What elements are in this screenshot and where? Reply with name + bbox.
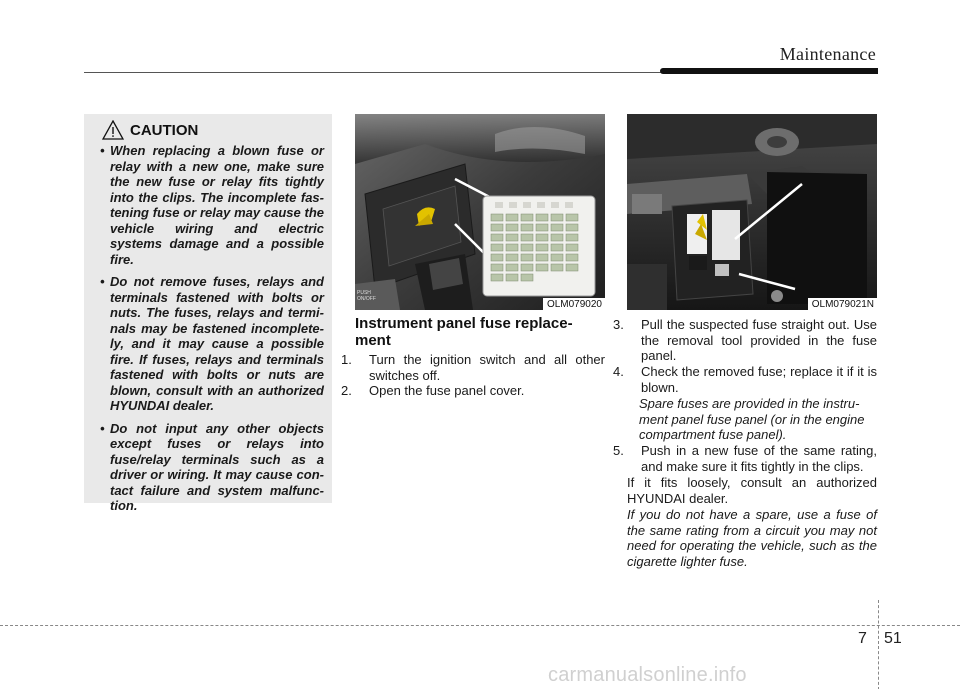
step-text: Push in a new fuse of the same rating, and make sure it fits tightly in the clips. [641, 443, 877, 474]
spare-alternative-note: If you do not have a spare, use a fuse of the same rating from a circuit you may not need for operating the vehicle, such as the cigarette lighter fuse. [627, 507, 877, 569]
step-1 [341, 352, 605, 383]
fuse-panel-illustration [355, 114, 605, 310]
step-5 [613, 443, 877, 474]
footer-divider [878, 600, 879, 689]
figure-code: OLM079021N [808, 298, 877, 310]
step-2 [341, 383, 605, 399]
watermark: carmanualsonline.info [548, 664, 747, 686]
step-number: 4. [613, 364, 624, 379]
page-number: 51 [884, 630, 902, 647]
step-number: 3. [613, 317, 624, 332]
step-number: 2. [341, 383, 352, 398]
caution-item-text: Do not remove fuses, relays and terminals fastened with bolts or nuts. The fuses, relays and termi- nals may be fastened incomplete- ly, and it may cause a possible fire. If fuses, relays and terminals fastened with bolts or nuts are blown, consult with an authorized HYUNDAI dealer. [110, 274, 324, 413]
caution-item: • Do not remove fuses, relays and terminals fastened with bolts or nuts. The fuses, relays and termi- nals may be fastened incomplete- ly, and it may cause a possible fire. If fuses, relays and terminals fastened with bolts or nuts are blown, consult with an authorized HYUNDAI dealer. [100, 274, 324, 413]
figure-code: OLM079020 [543, 298, 605, 310]
step-4 [613, 364, 877, 395]
fuse-panel-photo [355, 114, 605, 310]
header-rule-accent [660, 68, 878, 74]
caution-header [102, 120, 324, 140]
step-3 [613, 317, 877, 364]
section-title: Maintenance [779, 44, 876, 64]
step-text: Turn the ignition switch and all other switches off. [369, 352, 605, 383]
step-text: Open the fuse panel cover. [369, 383, 525, 398]
chapter-number: 7 [858, 630, 867, 647]
caution-item-text: Do not input any other objects except fuses or relays into fuse/relay terminals such as a driver or wiring. It may cause con- tact failure and system malfunc- tion. [110, 420, 324, 513]
step-text: Check the removed fuse; replace it if it is blown. [641, 364, 877, 395]
warning-triangle-icon [102, 120, 124, 140]
step-text: Pull the suspected fuse straight out. Use the removal tool provided in the fuse panel. [641, 317, 877, 363]
section-heading: Instrument panel fuse replace- ment [355, 315, 573, 349]
caution-title: CAUTION [130, 121, 199, 139]
fuse-removal-photo [627, 114, 877, 310]
footer-rule [0, 625, 960, 626]
spare-fuse-note: Spare fuses are provided in the instru- ment panel fuse panel (or in the engine compartment fuse panel). [639, 396, 865, 442]
step-number: 1. [341, 352, 352, 367]
caution-item: • Do not input any other objects except fuses or relays into fuse/relay terminals such as a driver or wiring. It may cause con- tact failure and system malfunc- tion. [100, 420, 324, 513]
step-number: 5. [613, 443, 624, 458]
caution-item: • When replacing a blown fuse or relay with a new one, make sure the new fuse or relay fits tightly into the clips. The incomplete fas- tening fuse or relay may cause the vehicle wiring and electric systems damage and a possible fire. [100, 143, 324, 267]
push-button-label: PUSH ON/OFF [357, 290, 376, 302]
caution-box [84, 114, 332, 513]
header-rule [84, 72, 664, 73]
fuse-removal-illustration [627, 114, 877, 310]
caution-item-text: When replacing a blown fuse or relay with a new one, make sure the new fuse or relay fits tightly into the clips. The incomplete fas- tening fuse or relay may cause the vehicle wiring and electric systems damage and a possible fire. [110, 143, 324, 267]
loose-fuse-text: If it fits loosely, consult an authorized HYUNDAI dealer. [627, 475, 877, 506]
